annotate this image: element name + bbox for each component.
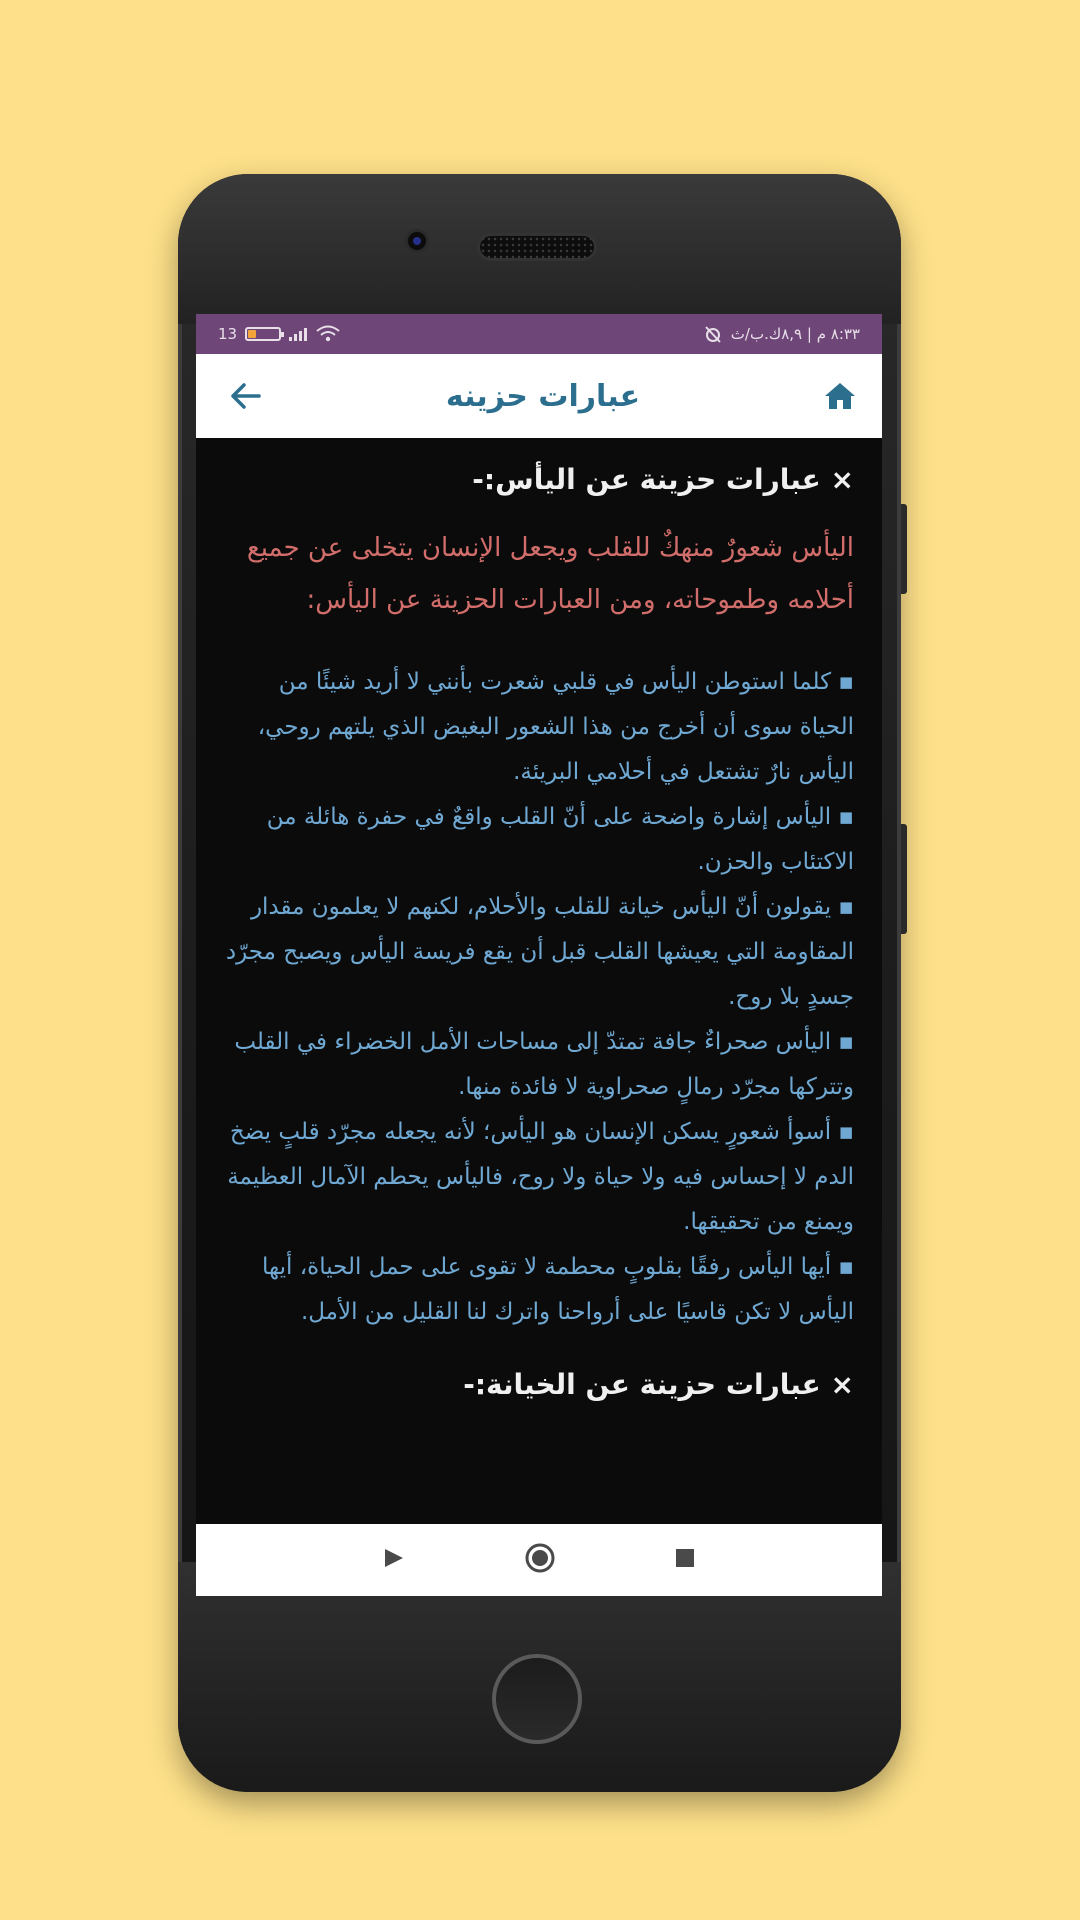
- signal-icon: [289, 327, 307, 341]
- app-bar: [196, 354, 882, 438]
- section-heading-betrayal: × عبارات حزينة عن الخيانة:-: [463, 1368, 854, 1401]
- section-heading-despair: × عبارات حزينة عن اليأس:-: [472, 463, 854, 496]
- bullet-list: [218, 660, 854, 1335]
- page-title: عبارات حزينه: [445, 378, 641, 414]
- status-right: [703, 325, 860, 343]
- status-time: ٨:٣٣ م | ٨,٩ك.ب/ث: [730, 325, 860, 343]
- earpiece-speaker: [480, 236, 594, 258]
- list-item: ▪ اليأس إشارة واضحة على أنّ القلب واقعٌ في حفرة هائلة من الاكتئاب والحزن.: [266, 804, 854, 875]
- alarm-off-icon: [703, 325, 723, 343]
- hardware-home-button[interactable]: [492, 1654, 582, 1744]
- volume-button: [901, 504, 907, 594]
- status-left: [218, 325, 341, 343]
- list-item: ▪ أيها اليأس رفقًا بقلوبٍ محطمة لا تقوى على حمل الحياة، أيها اليأس لا تكن قاسيًا على أرواحنا واترك لنا القليل من الأمل.: [262, 1254, 854, 1325]
- home-button[interactable]: [820, 376, 860, 416]
- nav-home-button[interactable]: [524, 1542, 556, 1578]
- wifi-icon: [315, 325, 341, 343]
- battery-percent: 13: [218, 325, 238, 343]
- nav-recents-button[interactable]: [674, 1547, 696, 1573]
- triangle-back-icon: [382, 1546, 406, 1570]
- list-item: ▪ كلما استوطن اليأس في قلبي شعرت بأنني لا أريد شيئًا من الحياة سوى أن أخرج من هذا الشعور البغيض الذي يلتهم روحي، اليأس نارٌ تشتعل في أحلامي البريئة.: [257, 669, 854, 785]
- square-recents-icon: [674, 1547, 696, 1569]
- arrow-back-icon: [230, 382, 262, 410]
- list-item: ▪ أسوأ شعورٍ يسكن الإنسان هو اليأس؛ لأنه يجعله مجرّد قلبٍ يضخ الدم لا إحساس فيه ولا حياة ولا روح، فاليأس يحطم الآمال العظيمة ويمنع من تحقيقها.: [227, 1119, 854, 1235]
- list-item: ▪ يقولون أنّ اليأس خيانة للقلب والأحلام، لكنهم لا يعلمون مقدار المقاومة التي يعيشها القلب قبل أن يقع فريسة اليأس ويصبح مجرّد جسدٍ بلا روح.: [225, 894, 854, 1010]
- nav-back-button[interactable]: [382, 1546, 406, 1574]
- home-icon: [823, 381, 857, 411]
- phone-screen: [196, 314, 882, 1596]
- list-item: ▪ اليأس صحراءٌ جافة تمتدّ إلى مساحات الأمل الخضراء في القلب وتتركها مجرّد رمالٍ صحراوية لا فائدة منها.: [234, 1029, 854, 1100]
- intro-paragraph: اليأس شعورٌ منهكٌ للقلب ويجعل الإنسان يتخلى عن جميع أحلامه وطموحاته، ومن العبارات الحزينة عن اليأس:: [246, 533, 854, 615]
- article-content[interactable]: [196, 438, 882, 1524]
- system-nav-bar: [196, 1524, 882, 1596]
- power-button: [901, 824, 907, 934]
- circle-home-icon: [524, 1542, 556, 1574]
- status-bar: [196, 314, 882, 354]
- battery-icon: [245, 327, 281, 341]
- front-camera: [408, 232, 426, 250]
- back-button[interactable]: [226, 376, 266, 416]
